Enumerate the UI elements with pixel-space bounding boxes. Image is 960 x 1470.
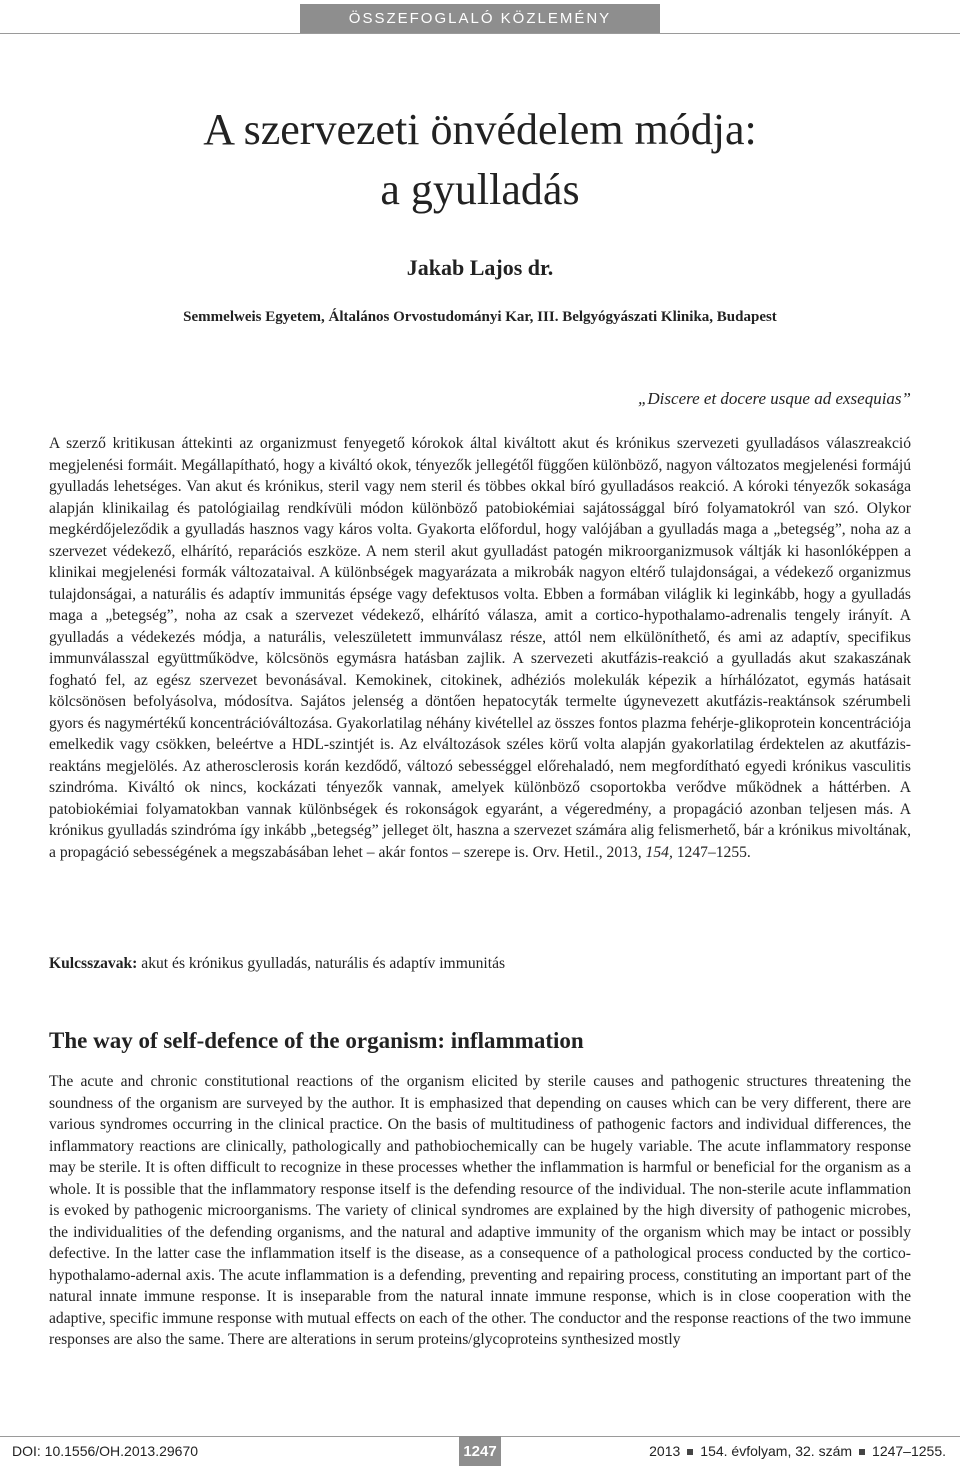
header-rule	[0, 33, 960, 34]
title-line-2: a gyulladás	[380, 165, 580, 214]
keywords	[49, 953, 911, 974]
page-number: 1247	[459, 1436, 501, 1466]
keywords-label: Kulcsszavak:	[49, 955, 138, 972]
section-label: ÖSSZEFOGLALÓ KÖZLEMÉNY	[300, 4, 660, 34]
citation-volume: 154. évfolyam, 32. szám	[700, 1443, 853, 1459]
article-title	[0, 100, 960, 220]
citation	[649, 1443, 946, 1459]
citation-pages: 1247–1255.	[872, 1443, 946, 1459]
square-bullet-icon	[687, 1449, 693, 1455]
title-line-1: A szervezeti önvédelem módja:	[203, 105, 757, 154]
abstract-en: The acute and chronic constitutional reactions of the organism elicited by sterile causes and pathogenic structures threatening the soundness of the organism are surveyed by the author. It is emphasized that depending on causes which can be very different, there are various syndromes occurring in the clinical practice. On the basis of multitudiness of pathogenic factors and individual differences, the inflammatory reactions are clinically, pathologically and pathobiochemically can be hugely variable. The acute inflammatory response may be sterile. It is often difficult to recognize in these processes whether the inflammation is harmful or beneficial for the organism as a whole. It is possible that the inflammatory response itself is the defending resource of the individual. The non-sterile acute inflammation is evoked by pathogenic microorganisms. The variety of clinical syndromes are explained by the high diversity of pathogenic microbes, the individualities of the defending organisms, and the natural and adaptive immunity of the organism which may be intact or possibly defective. In the latter case the inflammation itself is the disease, as a consequence of a pathological process conducted by the cortico-hypothalamo-adernal axis. The acute inflammation is a defending, preventing and repairing process, constituting an important part of the natural innate immune response. It is inseparable from the natural innate immune response, which is in close cooperation with the adaptive, specific immune response with mutual effects on each of the other. The conductor and the response reactions of the two immune responses are also the same. There are alterations in serum proteins/glycoproteins synthesized mostly	[49, 1073, 911, 1348]
citation-year: 2013	[649, 1443, 681, 1459]
abstract-hu-volume: 154,	[645, 843, 673, 861]
abstract-hu-text: A szerző kritikusan áttekinti az organizmust fenyegető kórokok által kiváltott akut és krónikus szervezeti gyulladásos válaszreakció megjelenési formáit. Megállapítható, hogy a kiváltó okok, tényezők jellegétől függően különböző, nagyon változatos megjelenési formájú gyulladás lehetséges. Van akut és krónikus, steril vagy nem steril és többes okkal bíró gyulladásos reakció. A kóroki tényezők sokasága alapján klinikailag és patológiailag rendkívüli módon különböző patobiokémiai sajátossággal bíró folyamatokról van szó. Olykor megkérdőjeleződik a gyulladás hasznos vagy káros volta. Gyakorta előfordul, hogy valójában a gyulladás maga a „betegség”, noha az a szervezet védekező, elhárító, reparációs eszköze. A nem steril akut gyulladást patogén mikroorganizmusok váltják ki hasonlóképpen a klinikai megjelenési formák változataival. A különbségek magyarázata a mikrobák nagyon eltérő tulajdonságai, a védekező organizmus tulajdonságai, a naturális és adaptív immunitás épsége vagy defektusos volta. Ebben a formában világlik ki leginkább, hogy a gyulladás maga a „betegség”, noha az csak a szervezet védekező, elhárító válasza, amit a cortico-hypothalamo-adrenalis tengely irányít. A gyulladás a védekezés módja, a naturális, veleszületett immunválasz része, attól nem elkülöníthető, és ami az adaptív, specifikus immunválasszal együttműködve, kölcsönös egymásra hatásban zajlik. A szervezeti akutfázis-reakció a gyulladás akut szakaszának fogható fel, az egész szervezet bevonásával. Kemokinek, citokinek, adhéziós molekulák képezik a hírhálózatot, egymás hatásait kölcsönösen befolyásolva, módosítva. Sajátos jelenség a döntően hepatocyták termelte úgynevezett akutfázis-reaktánsok szérumbeli gyors és nagymértékű koncentrációváltozása. Gyakorlatilag néhány kivétellel az összes fontos plazma fehérje-glikoprotein koncentrációja emelkedik vagy csökken, beleértve a HDL-szintjét is. Az elváltozások széles körű volta alapján gyakorlatilag érdektelen az akutfázis-reaktáns megjelölés. Az atherosclerosis korán kezdődő, változó sebességgel előrehaladó, nem megfordítható egyedi krónikus vasculitis szindróma. Kiváltó ok nincs, kockázati tényezők vannak, amelyek különböző csoportokba verődve működnek a háttérben. A patobiokémiai folyamatokban vannak különbségek és rokonságok egyaránt, a végeredmény, a propagáció azonban teljesen más. A krónikus gyulladás szindróma így inkább „betegség” jelleget ölt, haszna a szervezet számára alig felismerhető, bár a krónikus mivoltának, a propagáció sebességének a megszabásában lehet – akár fontos – szerepe is. Orv. Hetil., 2013,	[49, 435, 911, 861]
motto: „Discere et docere usque ad exsequias”	[637, 389, 911, 408]
keywords-text: akut és krónikus gyulladás, naturális és adaptív immunitás	[141, 955, 506, 972]
doi: DOI: 10.1556/OH.2013.29670	[12, 1443, 199, 1459]
english-title: The way of self-defence of the organism: inflammation	[49, 1028, 584, 1053]
square-bullet-icon	[859, 1449, 865, 1455]
abstract-hu-pages: 1247–1255.	[676, 843, 751, 861]
affiliation: Semmelweis Egyetem, Általános Orvostudományi Kar, III. Belgyógyászati Klinika, Budapest	[183, 309, 777, 325]
author-name: Jakab Lajos dr.	[406, 255, 554, 280]
abstract-hu	[49, 433, 911, 863]
